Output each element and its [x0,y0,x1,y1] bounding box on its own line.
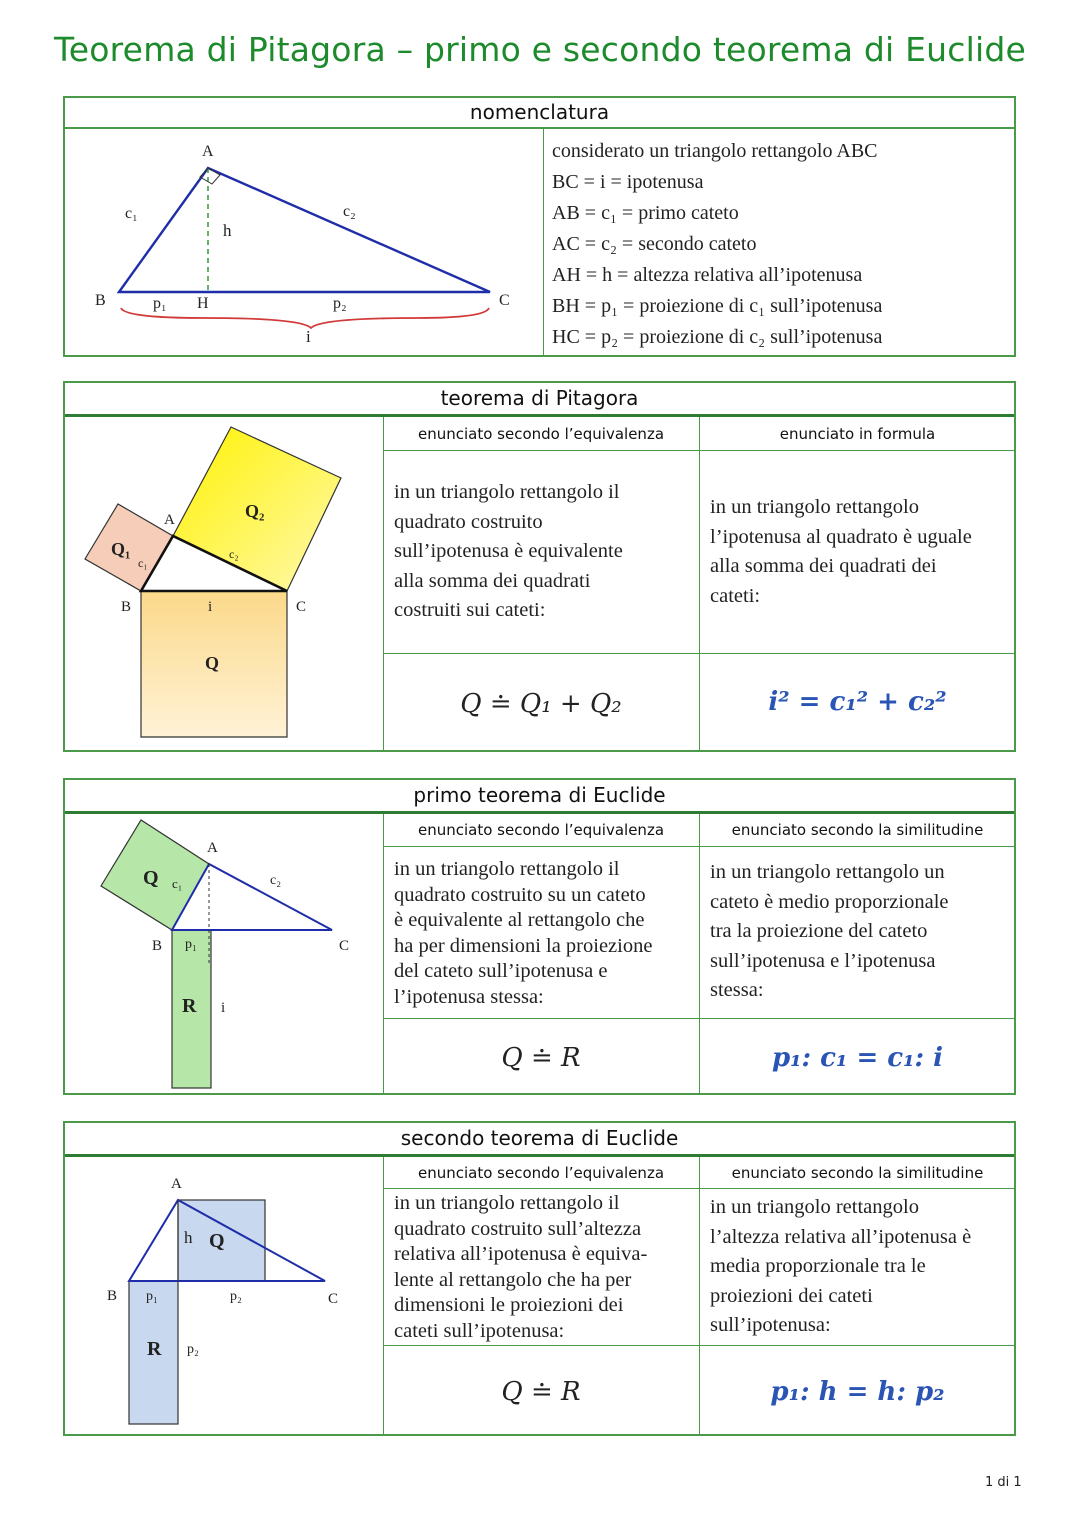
row-divider [383,1345,1016,1346]
label-b: B [107,1288,118,1304]
text-line: lente al rettangolo che ha per [394,1268,632,1291]
text-line: sull’ipotenusa è equivalente [394,540,623,562]
row-divider [383,846,1016,847]
label-p1: p₁ [146,1289,158,1304]
label-a: A [171,1176,182,1192]
pitagora-text-formula [710,493,1015,611]
label-c1: c₁ [125,205,138,222]
col-header-similitudine: enunciato secondo la similitudine [731,1164,984,1182]
label-b: B [152,938,163,954]
pitagora-heading: teorema di Pitagora [65,383,1014,417]
label-c1: c₁ [138,556,148,570]
text-line: ha per dimensioni la proiezione [394,934,653,957]
pitagora-section [63,381,1016,752]
label-c1: c₁ [172,876,183,891]
label-h: h [184,1228,193,1247]
euclide2-figure [65,1157,383,1436]
euclide1-formula-equivalenza: Q ≐ R [501,1043,581,1073]
row-divider [383,653,1016,654]
euclide2-formula: p₁: h = h: p₂ [770,1377,945,1407]
text-line: in un triangolo rettangolo [710,1196,919,1218]
label-h: h [223,221,232,240]
pitagora-formula: i² = c₁² + c₂² [768,687,947,717]
text-line: è equivalente al rettangolo che [394,909,645,931]
label-p2-rect: p₂ [187,1342,199,1357]
label-i: i [208,599,213,615]
col-header-similitudine: enunciato secondo la similitudine [731,821,984,839]
text-line: sull’ipotenusa: [710,1314,831,1336]
nom-line-4: AC = c₂ = secondo cateto [552,233,757,255]
label-a: A [202,143,214,160]
row-divider [383,1018,1016,1019]
nom-line-2: BC = i = ipotenusa [552,171,704,193]
euclide2-section [63,1121,1016,1436]
row-divider [383,1188,1016,1189]
euclide1-text-equivalenza [394,857,699,1010]
text-line: alla somma dei quadrati [394,569,591,592]
text-line: quadrato costruito su un cateto [394,883,646,906]
nom-line-7: HC = p₂ = proiezione di c₂ sull’ipotenusa [552,326,883,348]
euclide1-section [63,778,1016,1095]
hypotenuse-brace [121,308,489,328]
label-q: Q [205,653,220,673]
pitagora-figure [65,417,383,752]
euclide1-heading: primo teorema di Euclide [65,780,1014,814]
row-divider [383,450,1016,451]
text-line: stessa: [710,979,764,1001]
text-line: in un triangolo rettangolo un [710,861,945,883]
label-b: B [95,292,106,309]
text-line: quadrato costruito [394,510,543,533]
text-line: proiezioni dei cateti [710,1284,873,1307]
label-c: C [296,599,307,615]
label-q: Q [209,1230,225,1252]
text-line: sull’ipotenusa e l’ipotenusa [710,949,936,972]
label-c2: c₂ [270,873,282,888]
pitagora-formula-equivalenza: Q ≐ Q₁ + Q₂ [460,689,622,719]
label-q2: Q₂ [245,501,265,521]
label-a: A [207,840,218,856]
pitagora-text-equivalenza [394,478,694,626]
text-line: quadrato costruito sull’altezza [394,1217,642,1240]
nomenclatura-list [552,136,882,353]
euclide2-heading: secondo teorema di Euclide [65,1123,1014,1157]
label-c2: c₂ [229,547,239,561]
col-header-equivalenza: enunciato secondo l’equivalenza [417,425,665,443]
text-line: in un triangolo rettangolo il [394,858,620,880]
text-line: alla somma dei quadrati dei [710,555,937,577]
column-divider [543,128,544,357]
nom-line-3: AB = c₁ = primo cateto [552,202,739,224]
label-i: i [221,1000,226,1016]
euclide2-formula-equivalenza: Q ≐ R [501,1377,581,1407]
label-i: i [306,327,311,346]
label-p1: p₁ [153,295,167,312]
nomenclatura-triangle-figure [65,128,543,357]
label-r: R [147,1338,162,1360]
label-q1: Q₁ [111,539,131,559]
text-line: l’ipotenusa al quadrato è uguale [710,525,972,548]
euclide2-text-equivalenza [394,1191,699,1344]
text-line: del cateto sull’ipotenusa e [394,960,608,982]
label-c: C [499,292,510,309]
euclide1-text-similitudine [710,858,1015,1006]
nom-line-1: considerato un triangolo rettangolo ABC [552,140,878,162]
label-r: R [182,995,197,1017]
text-line: in un triangolo rettangolo [710,496,919,518]
label-h-foot: H [197,295,209,312]
label-b: B [121,599,132,615]
nom-line-5: AH = h = altezza relativa all’ipotenusa [552,264,863,286]
text-line: relativa all’ipotenusa è equiva- [394,1243,648,1265]
col-header-equivalenza: enunciato secondo l’equivalenza [417,821,665,839]
label-p2: p₂ [230,1289,242,1304]
text-line: media proporzionale tra le [710,1255,926,1277]
triangle-abc [119,168,490,292]
text-line: dimensioni le proiezioni dei [394,1294,624,1316]
nomenclatura-heading: nomenclatura [65,98,1014,129]
label-c: C [339,938,350,954]
text-line: costruiti sui cateti: [394,599,546,621]
nomenclatura-section [63,96,1016,357]
page-title: Teorema di Pitagora – primo e secondo teorema di Euclide [54,30,1026,69]
text-line: tra la proiezione del cateto [710,920,928,942]
text-line: in un triangolo rettangolo il [394,481,620,503]
label-q: Q [143,867,159,889]
page-number: 1 di 1 [985,1475,1022,1490]
label-c: C [328,1291,339,1307]
text-line: in un triangolo rettangolo il [394,1192,620,1214]
euclide1-formula: p₁: c₁ = c₁: i [771,1043,944,1073]
label-p1: p₁ [185,937,197,952]
euclide1-figure [65,814,383,1095]
text-line: cateto è medio proporzionale [710,890,949,913]
text-line: l’altezza relativa all’ipotenusa è [710,1225,972,1248]
label-c2: c₂ [343,203,356,220]
text-line: cateti: [710,584,761,607]
euclide2-text-similitudine [710,1193,1015,1341]
label-p2: p₂ [333,295,347,312]
col-header-formula: enunciato in formula [779,425,936,443]
nom-line-6: BH = p₁ = proiezione di c₁ sull’ipotenusa [552,295,883,317]
text-line: l’ipotenusa stessa: [394,985,544,1008]
col-header-equivalenza: enunciato secondo l’equivalenza [417,1164,665,1182]
label-a: A [164,512,175,528]
text-line: cateti sull’ipotenusa: [394,1319,565,1342]
